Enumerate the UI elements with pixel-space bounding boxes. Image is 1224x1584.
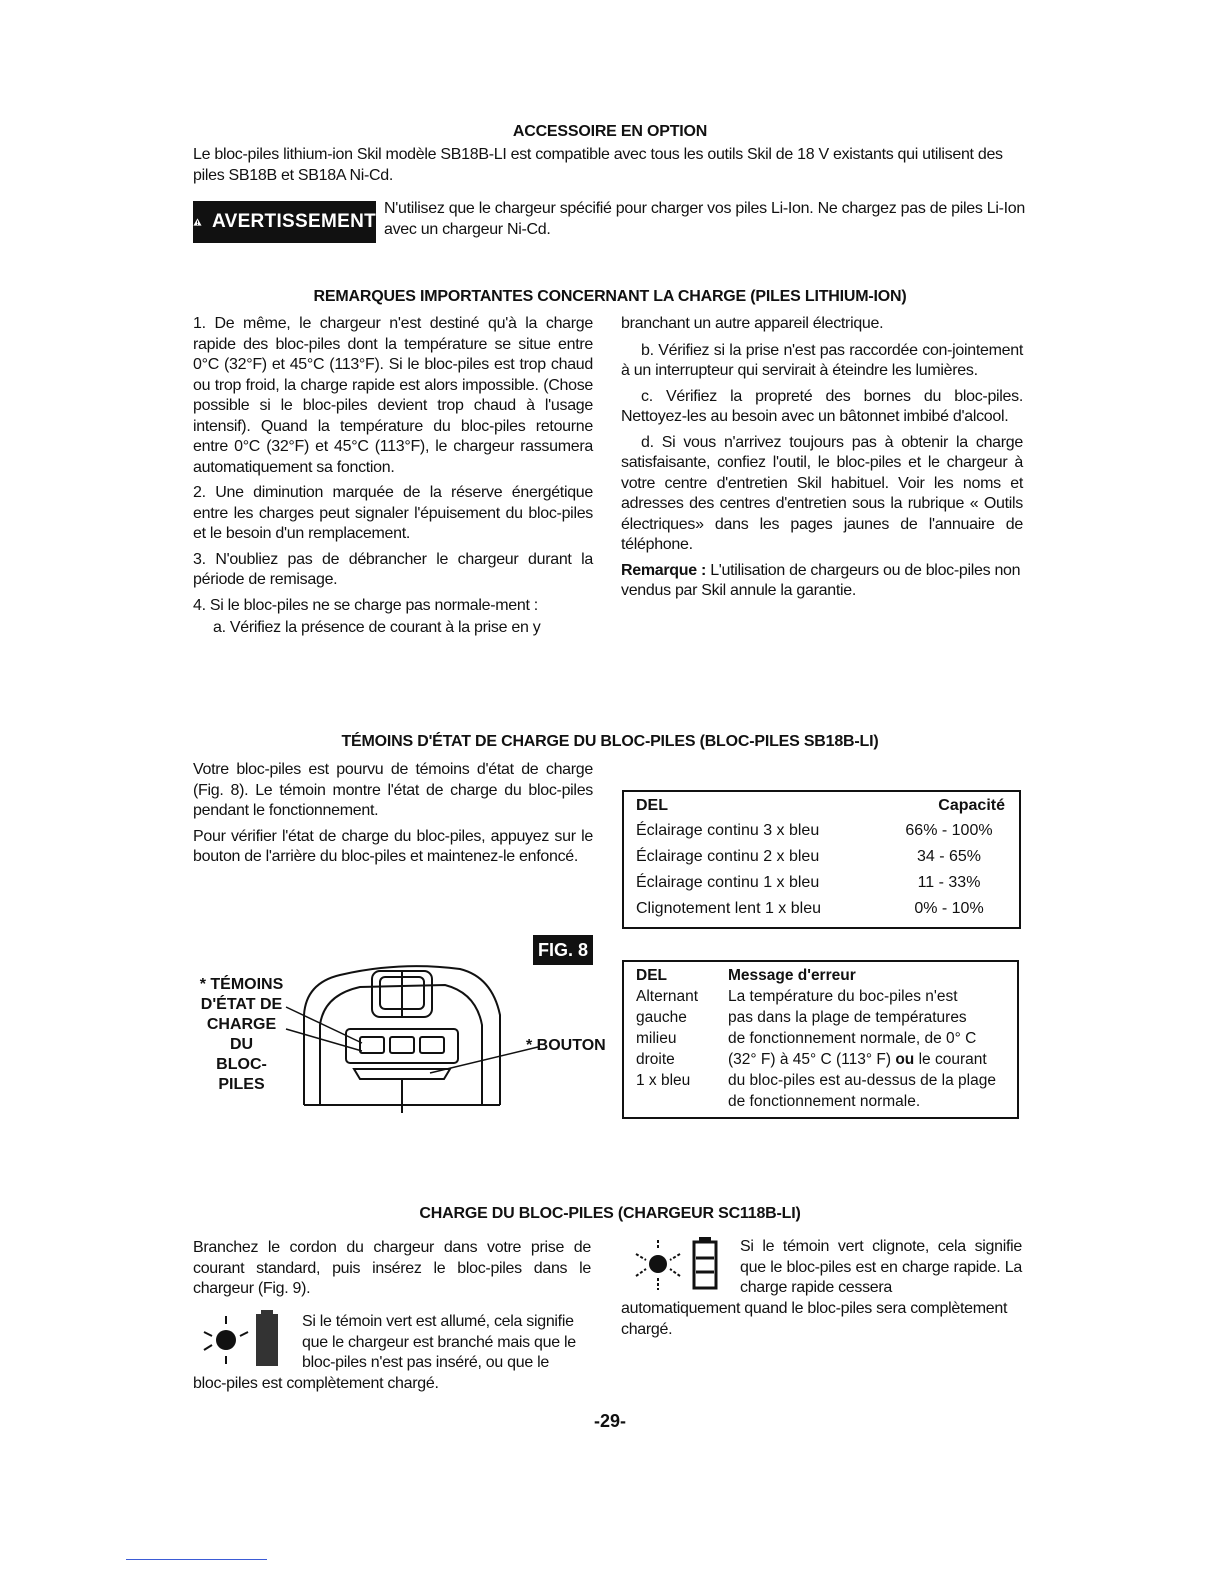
callout-left-line-1: * TÉMOINS xyxy=(199,976,284,993)
remarks-right-column xyxy=(621,314,1023,602)
green-blink-tail: automatiquement quand le bloc-piles sera complètement chargé. xyxy=(621,1300,1008,1338)
error-header-msg: Message d'erreur xyxy=(728,967,856,984)
capacity-row-del: Éclairage continu 1 x bleu xyxy=(636,874,820,891)
error-row-del xyxy=(636,1091,728,1112)
remark-item-4a-end: branchant un autre appareil électrique. xyxy=(621,315,884,332)
capacity-row xyxy=(636,818,1005,844)
error-row-del: Alternant xyxy=(636,988,699,1005)
error-row xyxy=(636,1049,1009,1070)
callout-right: * BOUTON xyxy=(526,1037,606,1054)
remark-note-label: Remarque : xyxy=(621,561,707,579)
charging-title: CHARGE DU BLOC-PILES (CHARGEUR SC118B-LI) xyxy=(419,1205,801,1222)
fig-8-label: FIG. 8 xyxy=(533,935,593,965)
remark-item-4: 4. Si le bloc-piles ne se charge pas normale-ment : xyxy=(193,596,538,614)
error-row-msg xyxy=(728,1049,987,1070)
error-row-msg: du bloc-piles est au-dessus de la plage xyxy=(728,1072,996,1089)
error-row xyxy=(636,986,1009,1007)
warning-text: N'utilisez que le chargeur spécifié pour charger vos piles Li-Ion. Ne chargez pas de piles Li-Ion avec un chargeur Ni-Cd. xyxy=(384,200,1025,238)
capacity-row-del: Éclairage continu 3 x bleu xyxy=(636,822,820,839)
page-number: -29- xyxy=(593,1411,626,1431)
remark-item-1: 1. De même, le chargeur n'est destiné qu'à la charge rapide des bloc-piles dont la température se situe entre 0°C (32°F) et 45°C (113°F). Si le bloc-piles est trop chaud ou trop froid, la charge rapide est alors impossible. (Chose possible si le bloc-piles devient trop chaud à l'usage intensif). Quand la température du bloc-piles retourne entre 0°C (32°F) et 45°C (113°F), le chargeur rassumera automatiquement sa fonction. xyxy=(193,315,593,476)
error-row-msg-bold: ou xyxy=(895,1051,915,1068)
accessory-title: ACCESSOIRE EN OPTION xyxy=(512,123,708,140)
remark-note xyxy=(621,561,1023,602)
error-row xyxy=(636,1028,1009,1049)
remarks-left-column xyxy=(193,314,593,639)
warning-triangle-icon xyxy=(193,213,202,231)
error-row-msg-part: le courant xyxy=(918,1051,987,1068)
error-row xyxy=(636,1091,1009,1112)
warning-badge xyxy=(193,201,376,243)
error-row xyxy=(636,1007,1009,1028)
remark-item-4a-start: a. Vérifiez la présence de courant à la prise en y xyxy=(213,619,541,636)
error-row-del: droite xyxy=(636,1051,675,1068)
battery-pack-illustration xyxy=(280,955,540,1115)
capacity-row xyxy=(636,896,1005,922)
callout-left-line-3: CHARGE DU xyxy=(206,1016,277,1053)
error-row-msg: pas dans la plage de températures xyxy=(728,1009,967,1026)
indicators-para-2: Pour vérifier l'état de charge du bloc-piles, appuyez sur le bouton de l'arrière du bloc-piles et maintenez-le enfoncé. xyxy=(193,827,593,865)
green-on-tail: bloc-piles est complètement chargé. xyxy=(193,1375,439,1392)
green-blink-text: Si le témoin vert clignote, cela signifie que le bloc-piles est en charge rapide. La charge rapide cessera xyxy=(740,1238,1022,1296)
error-row-del: milieu xyxy=(636,1030,677,1047)
remark-item-4d: d. Si vous n'arrivez toujours pas à obtenir la charge satisfaisante, confiez l'outil, le bloc-piles et le chargeur à votre centre d'entretien Skil habituel. Voir les noms et adresses des centres d'entretien sous la rubrique « Outils électriques» dans les pages jaunes de l'annuaire de téléphone. xyxy=(621,433,1023,553)
accessory-text: Le bloc-piles lithium-ion Skil modèle SB18B-LI est compatible avec tous les outils Skil de 18 V existants qui utilisent des piles SB18B et SB18A Ni-Cd. xyxy=(193,146,1003,184)
remarks-title: REMARQUES IMPORTANTES CONCERNANT LA CHARGE (PILES LITHIUM-ION) xyxy=(313,288,907,305)
capacity-row-cap: 34 - 65% xyxy=(916,848,982,865)
error-row-msg-part: (32° F) à 45° C (113° F) xyxy=(728,1051,892,1068)
error-row-del: 1 x bleu xyxy=(636,1072,691,1089)
capacity-table xyxy=(622,790,1021,929)
callout-left-line-4: BLOC-PILES xyxy=(216,1056,267,1093)
error-row-msg: de fonctionnement normale. xyxy=(728,1093,921,1110)
indicators-title: TÉMOINS D'ÉTAT DE CHARGE DU BLOC-PILES (BLOC-PILES SB18B-LI) xyxy=(341,733,879,750)
error-table-header xyxy=(636,965,1009,986)
error-row-msg: de fonctionnement normale, de 0° C xyxy=(728,1030,977,1047)
charging-para-1: Branchez le cordon du chargeur dans votre prise de courant standard, puis insérez le bloc-piles dans le chargeur (Fig. 9). xyxy=(193,1239,591,1297)
error-row xyxy=(636,1070,1009,1091)
error-row-del: gauche xyxy=(636,1009,687,1026)
capacity-header-del: DEL xyxy=(636,797,668,814)
capacity-row xyxy=(636,870,1005,896)
capacity-row xyxy=(636,844,1005,870)
remark-item-3: 3. N'oubliez pas de débrancher le chargeur durant la période de remisage. xyxy=(193,550,593,588)
green-on-text: Si le témoin vert est allumé, cela signifie que le chargeur est branché mais que le bloc-piles n'est pas inséré, ou que le xyxy=(302,1313,576,1371)
capacity-row-cap: 0% - 10% xyxy=(914,900,984,917)
capacity-row-cap: 11 - 33% xyxy=(917,874,981,891)
callout-left xyxy=(194,975,289,1095)
remark-item-4c: c. Vérifiez la propreté des bornes du bloc-piles. Nettoyez-les au besoin avec un bâtonnet imbibé d'alcool. xyxy=(621,387,1023,425)
error-table xyxy=(622,960,1019,1119)
indicators-para-1: Votre bloc-piles est pourvu de témoins d'état de charge (Fig. 8). Le témoin montre l'état de charge du bloc-piles pendant le fonctionnement. xyxy=(193,761,593,819)
error-row-msg: La température du boc-piles n'est xyxy=(728,988,958,1005)
footer-rule xyxy=(126,1559,267,1560)
capacity-table-header xyxy=(636,794,1005,818)
remark-item-2: 2. Une diminution marquée de la réserve énergétique entre les charges peut signaler l'épuisement du bloc-piles et le besoin d'un remplacement. xyxy=(193,484,593,542)
capacity-row-del: Éclairage continu 2 x bleu xyxy=(636,848,820,865)
error-header-del: DEL xyxy=(636,967,667,984)
capacity-header-cap: Capacité xyxy=(938,797,1005,814)
warning-label: AVERTISSEMENT xyxy=(211,211,376,232)
remark-note-text: L'utilisation de chargeurs ou de bloc-piles non vendus par Skil annule la garantie. xyxy=(621,561,1021,599)
capacity-row-cap: 66% - 100% xyxy=(905,822,993,839)
capacity-row-del: Clignotement lent 1 x bleu xyxy=(636,900,821,917)
remark-item-4b: b. Vérifiez si la prise n'est pas raccordée con-jointement à un interrupteur qui servirait à éteindre les lumières. xyxy=(621,341,1023,379)
green-light-blinking-icon xyxy=(624,1234,728,1296)
callout-left-line-2: D'ÉTAT DE xyxy=(200,996,283,1013)
green-light-steady-icon xyxy=(200,1310,290,1372)
indicators-text xyxy=(193,760,593,868)
